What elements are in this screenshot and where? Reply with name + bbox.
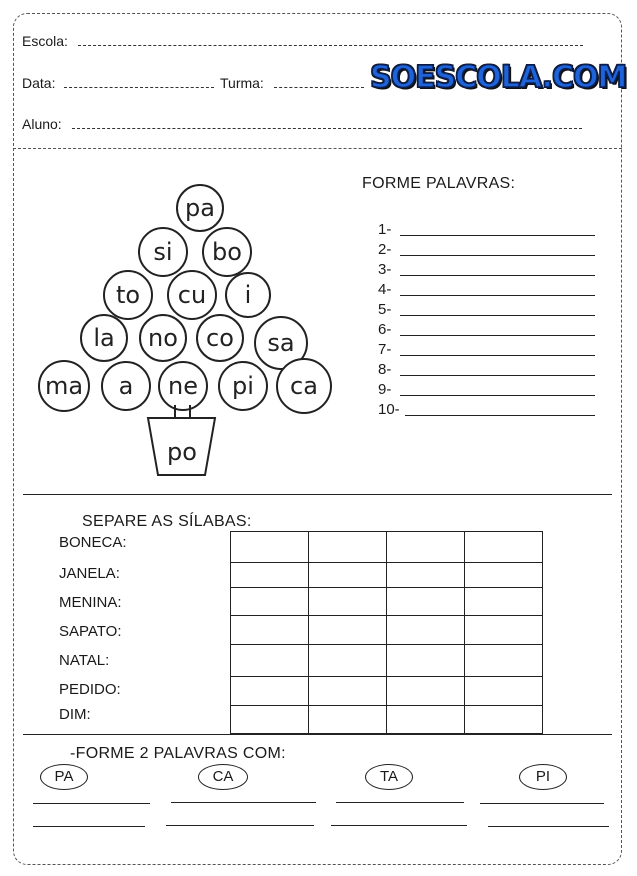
tree-syllable: ma [44,372,84,400]
grid-cell[interactable] [387,706,465,734]
grid-cell[interactable] [231,532,309,563]
grid-cell[interactable] [309,616,387,645]
syllable-oval: PA [40,764,88,790]
grid-cell[interactable] [465,677,543,706]
word-answer-line[interactable] [171,802,316,803]
data-label: Data: [22,75,56,91]
grid-row [231,645,543,677]
answer-line[interactable] [400,235,595,236]
answer-line[interactable] [400,395,595,396]
forme2-title: -FORME 2 PALAVRAS COM: [70,745,286,762]
separe-word: PEDIDO: [59,681,121,698]
header-divider [13,148,622,149]
answer-number: 6- [378,321,392,338]
separe-word: BONECA: [59,534,127,551]
syllable-grid [230,531,543,734]
word-answer-line[interactable] [488,826,609,827]
grid-cell[interactable] [309,677,387,706]
answer-number: 8- [378,361,392,378]
word-answer-line[interactable] [33,803,150,804]
answer-number: 9- [378,381,392,398]
grid-cell[interactable] [231,616,309,645]
grid-row [231,706,543,734]
grid-cell[interactable] [465,616,543,645]
grid-cell[interactable] [465,706,543,734]
tree-syllable: cu [177,281,207,309]
grid-cell[interactable] [465,532,543,563]
grid-cell[interactable] [465,563,543,588]
tree-syllable: ca [290,372,318,400]
escola-label: Escola: [22,33,68,49]
answer-number: 7- [378,341,392,358]
answer-line[interactable] [400,255,595,256]
word-answer-line[interactable] [480,803,604,804]
grid-cell[interactable] [387,677,465,706]
section-divider-1 [23,494,612,495]
aluno-field[interactable] [72,128,582,129]
answer-line[interactable] [400,275,595,276]
answer-line[interactable] [405,415,595,416]
data-field[interactable] [64,87,214,88]
forme-palavras-title: FORME PALAVRAS: [362,175,516,192]
grid-cell[interactable] [231,588,309,616]
separe-word: JANELA: [59,565,120,582]
separe-title: SEPARE AS SÍLABAS: [82,513,252,530]
answer-line[interactable] [400,315,595,316]
tree-syllable: sa [267,329,295,357]
syllable-oval: TA [365,764,413,790]
word-answer-line[interactable] [166,825,314,826]
answer-number: 10- [378,401,400,418]
grid-cell[interactable] [231,706,309,734]
answer-number: 2- [378,241,392,258]
tree-syllable: no [148,324,178,352]
grid-cell[interactable] [309,706,387,734]
word-answer-line[interactable] [331,825,467,826]
tree-syllable: a [118,372,134,400]
grid-cell[interactable] [309,588,387,616]
logo: SOESCOLA.COM [370,60,627,95]
answer-number: 4- [378,281,392,298]
answer-line[interactable] [400,295,595,296]
grid-cell[interactable] [465,588,543,616]
separe-word: SAPATO: [59,623,122,640]
grid-cell[interactable] [387,532,465,563]
tree-syllable: bo [212,238,242,266]
grid-cell[interactable] [387,563,465,588]
tree-syllable: ne [168,372,198,400]
grid-row [231,616,543,645]
aluno-label: Aluno: [22,116,62,132]
answer-line[interactable] [400,375,595,376]
grid-cell[interactable] [231,645,309,677]
tree-syllable: la [93,324,115,352]
grid-cell[interactable] [387,616,465,645]
tree-syllable: pi [232,372,254,400]
tree-syllable: pa [185,194,215,222]
grid-cell[interactable] [387,588,465,616]
grid-row [231,677,543,706]
tree-syllable: to [115,281,141,309]
grid-cell[interactable] [231,563,309,588]
grid-cell[interactable] [309,645,387,677]
turma-field[interactable] [274,87,364,88]
turma-label: Turma: [220,75,264,91]
answer-number: 1- [378,221,392,238]
answer-number: 5- [378,301,392,318]
escola-field[interactable] [78,45,583,46]
tree-syllable: co [206,324,234,352]
answer-line[interactable] [400,355,595,356]
pot-syllable: po [167,438,197,466]
tree-syllable: si [153,238,173,266]
grid-cell[interactable] [465,645,543,677]
answer-line[interactable] [400,335,595,336]
tree-syllable: i [244,281,252,309]
grid-row [231,588,543,616]
syllable-oval: PI [519,764,567,790]
grid-cell[interactable] [309,563,387,588]
separe-word: MENINA: [59,594,122,611]
separe-word: NATAL: [59,652,110,669]
grid-cell[interactable] [231,677,309,706]
word-answer-line[interactable] [33,826,145,827]
separe-word: DIM: [59,706,91,723]
syllable-oval: CA [198,764,248,790]
syllable-tree [0,150,360,490]
grid-cell[interactable] [387,645,465,677]
word-answer-line[interactable] [336,802,464,803]
grid-row [231,563,543,588]
grid-row [231,532,543,563]
section-divider-2 [23,734,612,735]
grid-cell[interactable] [309,532,387,563]
tree-drawing [0,150,360,490]
answer-number: 3- [378,261,392,278]
